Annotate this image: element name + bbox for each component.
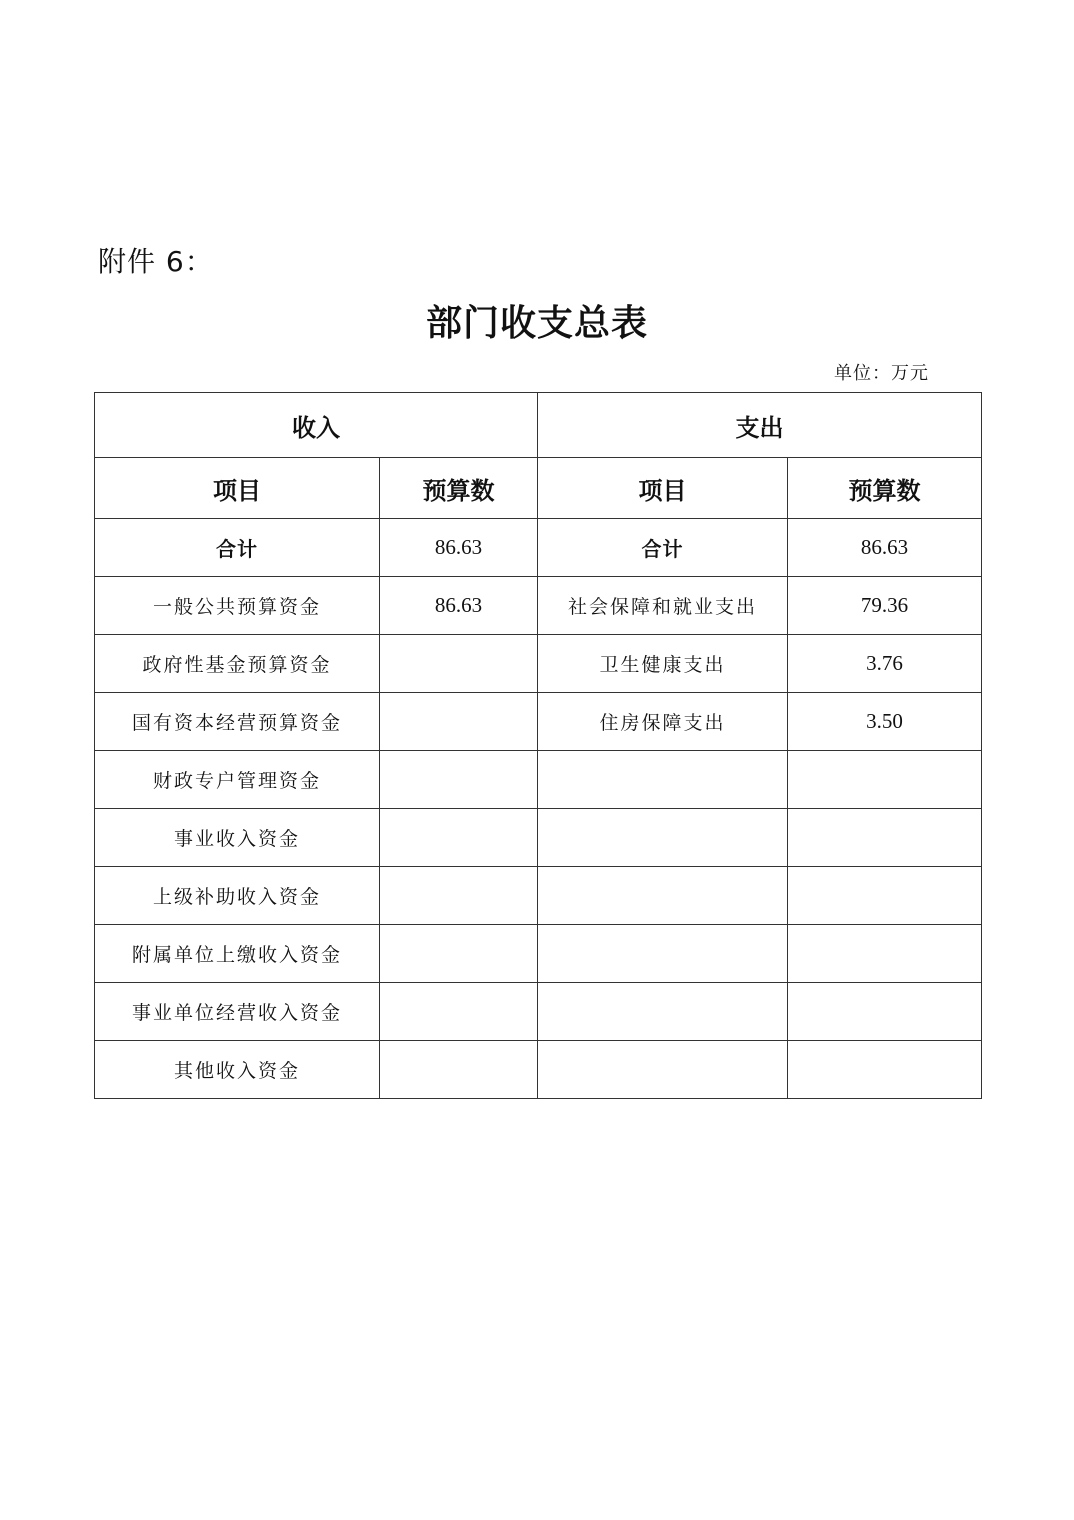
income-item-cell: 附属单位上缴收入资金 (95, 925, 380, 983)
budget-table (94, 392, 982, 1099)
income-amount-cell (380, 867, 538, 925)
unit-label: 单位：万元 (834, 363, 929, 384)
income-item-cell: 上级补助收入资金 (95, 867, 380, 925)
expense-amount-cell: 86.63 (788, 519, 982, 577)
income-item-header: 项目 (95, 458, 380, 519)
income-amount-cell (380, 751, 538, 809)
expense-item-cell: 合计 (538, 519, 788, 577)
expense-amount-header: 预算数 (788, 458, 982, 519)
total-row (95, 519, 982, 577)
expense-item-cell (538, 809, 788, 867)
income-item-cell: 事业单位经营收入资金 (95, 983, 380, 1041)
table-row (95, 809, 982, 867)
income-item-cell: 政府性基金预算资金 (95, 635, 380, 693)
income-amount-cell (380, 809, 538, 867)
attachment-label: 附件 6： (98, 245, 214, 278)
income-amount-cell (380, 635, 538, 693)
expense-amount-cell (788, 809, 982, 867)
expense-item-cell (538, 751, 788, 809)
income-item-cell: 合计 (95, 519, 380, 577)
table-row (95, 983, 982, 1041)
income-amount-cell (380, 1041, 538, 1099)
expense-amount-cell: 3.76 (788, 635, 982, 693)
income-item-cell: 财政专户管理资金 (95, 751, 380, 809)
income-amount-header: 预算数 (380, 458, 538, 519)
income-item-cell: 国有资本经营预算资金 (95, 693, 380, 751)
income-item-cell: 其他收入资金 (95, 1041, 380, 1099)
table-row (95, 577, 982, 635)
expense-amount-cell: 3.50 (788, 693, 982, 751)
income-amount-cell (380, 693, 538, 751)
expense-amount-cell (788, 925, 982, 983)
table-row (95, 751, 982, 809)
expense-amount-cell (788, 1041, 982, 1099)
expense-item-cell (538, 925, 788, 983)
expense-item-cell (538, 983, 788, 1041)
expense-item-cell (538, 867, 788, 925)
expense-amount-cell: 79.36 (788, 577, 982, 635)
page-title: 部门收支总表 (425, 302, 648, 344)
expense-section-header: 支出 (538, 393, 982, 458)
table-row (95, 925, 982, 983)
income-amount-cell: 86.63 (380, 577, 538, 635)
income-item-cell: 事业收入资金 (95, 809, 380, 867)
income-amount-cell (380, 983, 538, 1041)
expense-item-cell: 住房保障支出 (538, 693, 788, 751)
income-amount-cell: 86.63 (380, 519, 538, 577)
expense-amount-cell (788, 751, 982, 809)
expense-amount-cell (788, 867, 982, 925)
expense-amount-cell (788, 983, 982, 1041)
income-amount-cell (380, 925, 538, 983)
table-row (95, 1041, 982, 1099)
column-header-row (95, 458, 982, 519)
expense-item-cell: 卫生健康支出 (538, 635, 788, 693)
expense-item-cell: 社会保障和就业支出 (538, 577, 788, 635)
expense-item-cell (538, 1041, 788, 1099)
income-section-header: 收入 (95, 393, 538, 458)
income-item-cell: 一般公共预算资金 (95, 577, 380, 635)
table-row (95, 693, 982, 751)
table-row (95, 867, 982, 925)
expense-item-header: 项目 (538, 458, 788, 519)
section-header-row (95, 393, 982, 458)
table-row (95, 635, 982, 693)
